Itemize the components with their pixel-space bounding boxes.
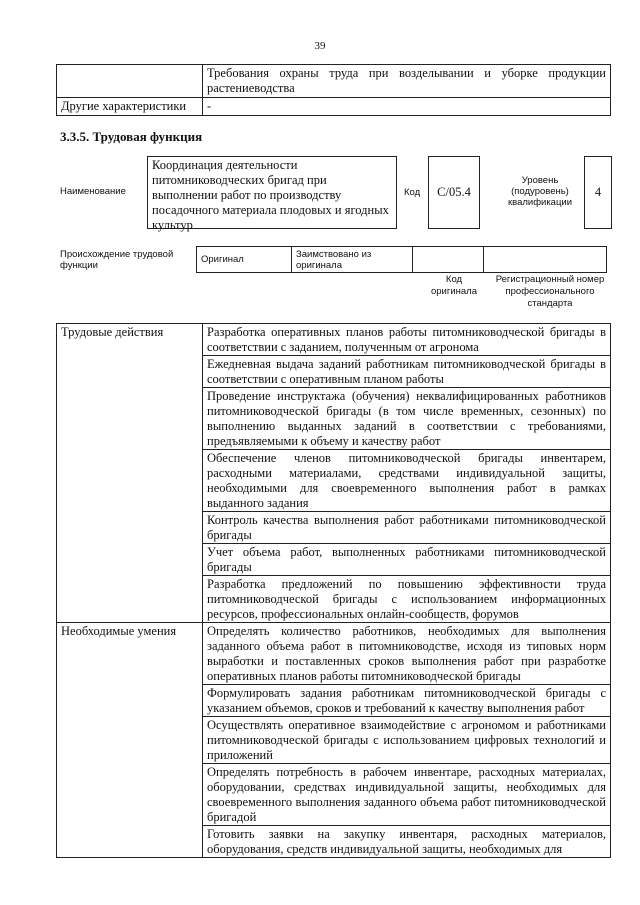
labor-action-item: Обеспечение членов питомниководческой бригады инвентарем, расходными материалами, средствами индивидуальной защиты, необходимыми для своевременного выполнения работ в рамках выданного задания bbox=[203, 450, 611, 512]
labor-action-item: Контроль качества выполнения работ работниками питомниководческой бригады bbox=[203, 512, 611, 544]
other-characteristics-value: - bbox=[203, 98, 611, 116]
reg-number-cell bbox=[484, 247, 607, 273]
level-value-box: 4 bbox=[584, 156, 612, 229]
original-cell: Оригинал bbox=[197, 247, 292, 273]
labor-action-item: Ежедневная выдача заданий работникам питомниководческой бригады в соответствии с оперативным планом работы bbox=[203, 356, 611, 388]
name-label: Наименование bbox=[60, 186, 126, 197]
skill-item: Определять потребность в рабочем инвентаре, расходных материалах, оборудовании, средствах индивидуальной защиты, необходимых для своевременного выполнения заданного объема работ питомниководческой бригадой bbox=[203, 764, 611, 826]
section-title: 3.3.5. Трудовая функция bbox=[60, 129, 203, 144]
function-details-table bbox=[56, 323, 611, 858]
labor-actions-label: Трудовые действия bbox=[57, 324, 203, 623]
function-name-box: Координация деятельности питомниководческих бригад при выполнении работ по производству посадочного материала плодовых и ягодных культур bbox=[147, 156, 397, 229]
page-number: 39 bbox=[314, 40, 326, 52]
borrowed-cell: Заимствовано из оригинала bbox=[292, 247, 413, 273]
code-label: Код bbox=[404, 187, 421, 198]
labor-action-item: Разработка предложений по повышению эффективности труда питомниководческой бригады с использованием информационных ресурсов, профессиональных онлайн-сообществ, форумов bbox=[203, 576, 611, 623]
reg-number-caption: Регистрационный номер профессионального стандарта bbox=[495, 274, 605, 309]
level-label: Уровень (подуровень) квалификации bbox=[507, 175, 573, 208]
labor-action-item: Учет объема работ, выполненных работниками питомниководческой бригады bbox=[203, 544, 611, 576]
origin-code-cell bbox=[413, 247, 484, 273]
other-characteristics-label: Другие характеристики bbox=[57, 98, 203, 116]
code-original-caption: Код оригинала bbox=[430, 274, 477, 297]
cont-text-cell: Требования охраны труда при возделывании и уборке продукции растениеводства bbox=[203, 65, 611, 98]
skill-item: Определять количество работников, необходимых для выполнения заданного объема работ в питомниководстве, исходя из типовых норм выработки и поставленных сроков выполнения работ при разработке оперативных планов работы питомниководческой бригады bbox=[203, 623, 611, 685]
origin-label: Происхождение трудовой функции bbox=[60, 249, 174, 271]
empty-cell bbox=[57, 65, 203, 98]
skills-label: Необходимые умения bbox=[57, 623, 203, 858]
origin-table bbox=[196, 246, 607, 273]
labor-action-item: Разработка оперативных планов работы питомниководческой бригады в соответствии с заданием, полученным от агронома bbox=[203, 324, 611, 356]
skill-item: Осуществлять оперативное взаимодействие с агрономом и работниками питомниководческой бригады с использованием цифровых технологий и приложений bbox=[203, 717, 611, 764]
code-value-box: С/05.4 bbox=[428, 156, 480, 229]
skill-item: Готовить заявки на закупку инвентаря, расходных материалов, оборудования, средств индивидуальной защиты, необходимых для bbox=[203, 826, 611, 858]
continuation-table bbox=[56, 64, 611, 116]
skill-item: Формулировать задания работникам питомниководческой бригады с указанием объемов, сроков и требований к качеству выполнения работ bbox=[203, 685, 611, 717]
labor-action-item: Проведение инструктажа (обучения) неквалифицированных работников питомниководческой бригады (в том числе временных, сезонных) по выполнению выданных заданий в соответствии с требованиями, предъявляемыми к объему и качеству работ bbox=[203, 388, 611, 450]
